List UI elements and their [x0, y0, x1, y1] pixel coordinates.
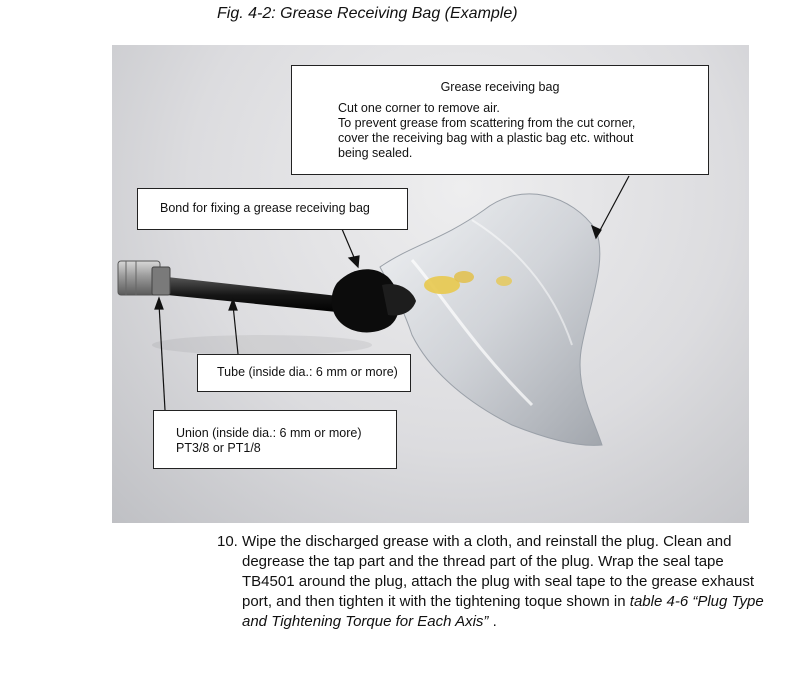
grease-bag-line: Cut one corner to remove air. [338, 101, 500, 115]
table-reference-link[interactable]: table 4-6 “Plug Type and Tightening Torque for Each Axis” [242, 593, 764, 630]
tube-callout-text: Tube (inside dia.: 6 mm or more) [217, 365, 398, 379]
procedure-step [217, 532, 777, 632]
step-number: 10. [217, 533, 238, 550]
step-text [217, 532, 777, 632]
tube-callout [197, 354, 411, 392]
figure-caption: Fig. 4-2: Grease Receiving Bag (Example) [217, 5, 518, 22]
grease-bag-callout [291, 65, 709, 175]
step-text-main: Wipe the discharged grease with a cloth, and reinstall the plug. Clean and degrease the tap part and the thread part of the plug. Wrap the seal tape TB4501 around the plug, attach the plug with seal tape to the grease exhaust port, and then tighten it with the tightening toque shown in [242, 533, 755, 610]
grease-bag-callout-body [338, 101, 678, 161]
bond-callout-text: Bond for fixing a grease receiving bag [160, 201, 370, 215]
step-text-end: . [488, 613, 497, 630]
grease-bag-line: cover the receiving bag with a plastic bag etc. without [338, 131, 634, 145]
grease-bag-line: To prevent grease from scattering from the cut corner, [338, 116, 636, 130]
tube-shape [167, 277, 347, 313]
bond-callout [137, 188, 408, 230]
union-callout-line1: Union (inside dia.: 6 mm or more) [176, 426, 362, 440]
union-callout [153, 410, 397, 469]
grease-bag-shape [380, 194, 602, 445]
grease-bag-line: being sealed. [338, 146, 413, 160]
grease-bag-callout-title: Grease receiving bag [440, 80, 560, 94]
union-callout-line2: PT3/8 or PT1/8 [176, 441, 261, 455]
